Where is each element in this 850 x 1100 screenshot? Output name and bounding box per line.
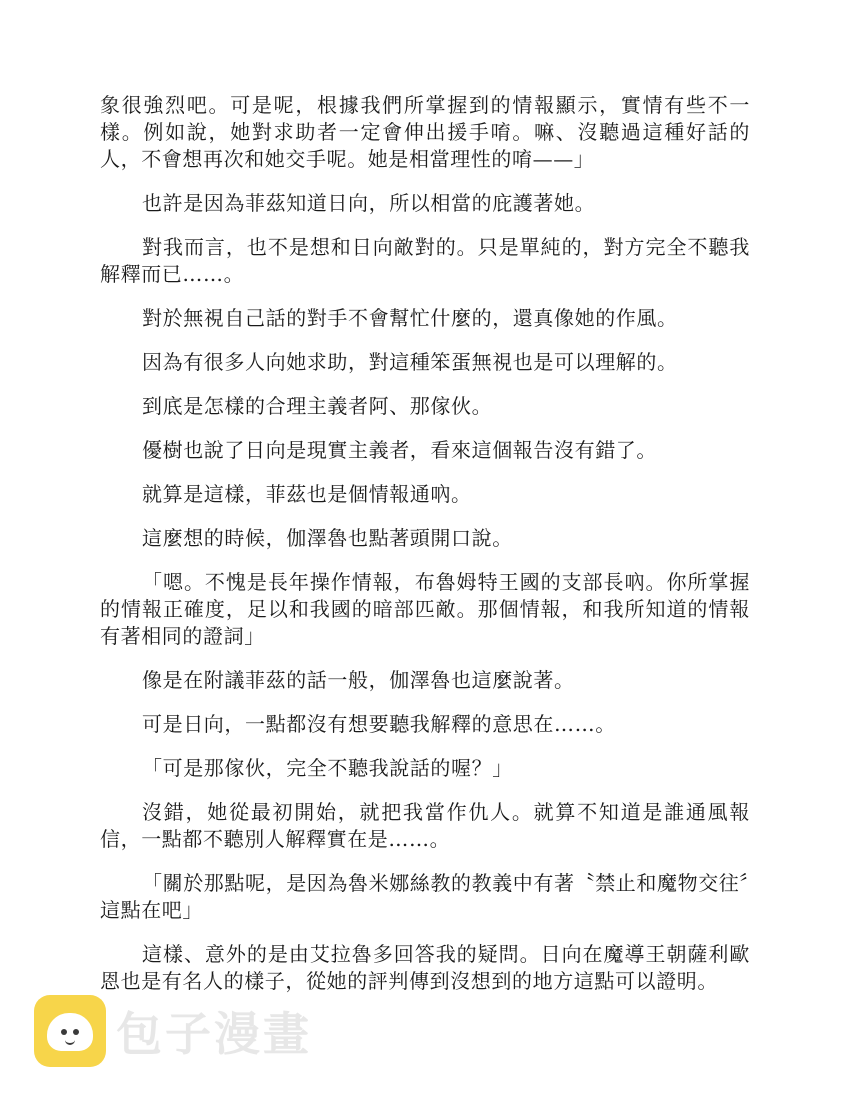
watermark (34, 995, 312, 1067)
paragraph: 可是日向，一點都沒有想要聽我解釋的意思在……。 (142, 712, 616, 736)
paragraph: 到底是怎樣的合理主義者阿、那傢伙。 (142, 394, 493, 418)
dialogue-paragraph: 「嗯。不愧是長年操作情報，布魯姆特王國的支部長吶。你所掌握的情報正確度，足以和我國的暗部匹敵。那個情報，和我所知道的情報有著相同的證詞」 (100, 570, 750, 648)
paragraph: 象很強烈吧。可是呢，根據我們所掌握到的情報顯示，實情有些不一樣。例如說，她對求助者一定會伸出援手唷。嘛、沒聽過這種好話的人，不會想再次和她交手呢。她是相當理性的唷——」 (100, 93, 750, 171)
steamed-bun-logo-icon (34, 995, 106, 1067)
paragraph: 優樹也說了日向是現實主義者，看來這個報告沒有錯了。 (142, 438, 657, 462)
dialogue-paragraph: 「可是那傢伙，完全不聽我說話的喔？」 (142, 756, 513, 780)
paragraph: 因為有很多人向她求助，對這種笨蛋無視也是可以理解的。 (142, 350, 678, 374)
paragraph: 像是在附議菲茲的話一般，伽澤魯也這麼說著。 (142, 668, 575, 692)
paragraph: 對我而言，也不是想和日向敵對的。只是單純的，對方完全不聽我解釋而已……。 (100, 235, 750, 286)
paragraph: 也許是因為菲茲知道日向，所以相當的庇護著她。 (142, 191, 596, 215)
dialogue-paragraph: 「關於那點呢，是因為魯米娜絲教的教義中有著〝禁止和魔物交往〞這點在吧」 (100, 871, 750, 922)
document-body (100, 92, 750, 1012)
paragraph: 這樣、意外的是由艾拉魯多回答我的疑問。日向在魔導王朝薩利歐恩也是有名人的樣子，從她的評判傳到沒想到的地方這點可以證明。 (100, 942, 750, 993)
paragraph: 這麼想的時候，伽澤魯也點著頭開口說。 (142, 526, 513, 550)
watermark-text: 包子漫畫 (116, 1007, 312, 1061)
paragraph: 就算是這樣，菲茲也是個情報通吶。 (142, 482, 472, 506)
paragraph: 沒錯，她從最初開始，就把我當作仇人。就算不知道是誰通風報信，一點都不聽別人解釋實在是……。 (100, 800, 750, 851)
paragraph: 對於無視自己話的對手不會幫忙什麼的，還真像她的作風。 (142, 306, 678, 330)
